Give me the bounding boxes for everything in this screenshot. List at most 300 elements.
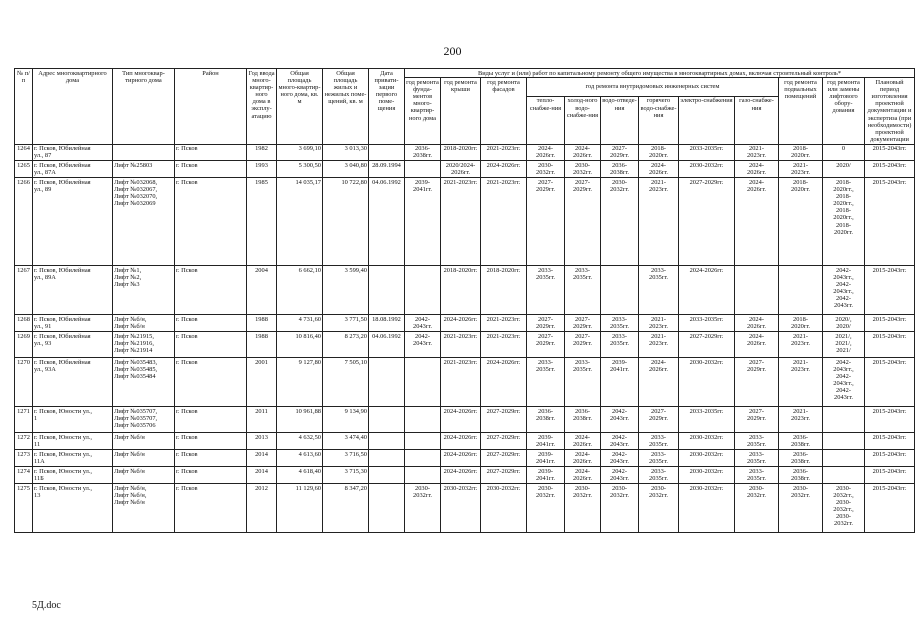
cell-house-type-line: Лифт №035706: [114, 421, 156, 429]
cell-foundation-line: 2038гг.: [413, 152, 432, 160]
cell-elevator: [823, 266, 865, 315]
cell-elevator-line: 2021/,: [835, 332, 852, 340]
cell-heat-line: 2030-: [538, 161, 553, 169]
cell-hot-water-line: 2023гг.: [649, 339, 668, 347]
cell-facade-line: 2021-2023гг.: [486, 315, 521, 323]
cell-basement-line: 2038гг.: [791, 440, 810, 448]
cell-privatization-date: 28.09.1994: [369, 161, 405, 178]
cell-total-area: 3 699,10: [277, 144, 323, 160]
cell-gas-line: 2035гг.: [747, 440, 766, 448]
cell-basement: [779, 484, 823, 533]
cell-electric: [679, 484, 735, 533]
cell-num: 1266: [15, 178, 33, 266]
cell-gas: [735, 266, 779, 315]
cell-basement-line: 2023гг.: [791, 339, 810, 347]
cell-address-line: ул., 89: [34, 185, 52, 193]
cell-heat: [527, 467, 565, 484]
cell-gas: [735, 433, 779, 450]
cell-roof-line: 2024-2026гг.: [443, 315, 478, 323]
cell-electric-line: 2033-2035гг.: [689, 145, 724, 153]
cell-facade-line: 2024-2026гг.: [486, 358, 521, 366]
cell-roof-line: 2024-2026гг.: [443, 433, 478, 441]
cell-elevator: [823, 358, 865, 407]
cell-district: г. Псков: [175, 358, 247, 407]
cell-heat-line: 2039-: [538, 467, 553, 475]
cell-basement-line: 2021-: [793, 407, 808, 415]
cell-gas-line: 2024-: [749, 161, 764, 169]
cell-year: 2011: [247, 407, 277, 433]
cell-heat-line: 2041гг.: [536, 474, 555, 482]
cell-cold-water: [565, 332, 601, 358]
table-row: [15, 407, 915, 433]
cell-basement: [779, 407, 823, 433]
cell-heat-line: 2030-: [538, 484, 553, 492]
cell-house-type-line: Лифт №б/н,: [114, 484, 147, 492]
cell-cold-water-line: 2032гг.: [573, 491, 592, 499]
cell-cold-water-line: 2030-: [575, 484, 590, 492]
cell-elevator-line: 2020гг.: [834, 228, 853, 236]
cell-facade: [481, 484, 527, 533]
cell-drainage-line: 2033-: [612, 315, 627, 323]
header-privatization: Дата привати-зации первого поме-щения: [369, 69, 405, 145]
cell-basement-line: 2036-: [793, 450, 808, 458]
cell-electric-line: 2030-2032гг.: [689, 433, 724, 441]
cell-district: г. Псков: [175, 315, 247, 332]
cell-district: г. Псков: [175, 467, 247, 484]
table-row: [15, 433, 915, 450]
cell-basement-line: 2018-: [793, 145, 808, 153]
cell-cold-water-line: 2035гг.: [573, 365, 592, 373]
cell-privatization-date: [369, 484, 405, 533]
cell-address: [33, 178, 113, 266]
cell-heat: [527, 450, 565, 467]
cell-foundation-line: 2043гг.: [413, 339, 432, 347]
cell-cold-water: [565, 161, 601, 178]
cell-elevator-line: 2043гг.,: [833, 380, 854, 388]
cell-drainage: [601, 433, 639, 450]
cell-living-area: 3 013,30: [323, 144, 369, 160]
cell-house-type: [113, 332, 175, 358]
header-year: Год ввода много-квартир-ного дома в эксплу-атацию: [247, 69, 277, 145]
cell-gas-line: 2033-: [749, 467, 764, 475]
cell-basement: [779, 358, 823, 407]
cell-house-type-line: Лифт №035485,: [114, 365, 158, 373]
cell-planned: [865, 315, 915, 332]
cell-elevator-line: 2030-: [836, 484, 851, 492]
cell-house-type: [113, 450, 175, 467]
cell-cold-water: [565, 144, 601, 160]
cell-drainage: [601, 467, 639, 484]
cell-num: 1272: [15, 433, 33, 450]
cell-planned-line: 2015-2043гг.: [872, 161, 907, 169]
header-foundation: год ремонта фунда-ментов много-квартир-ного дома: [405, 78, 441, 145]
cell-drainage-line: 2043гг.: [610, 440, 629, 448]
cell-heat: [527, 358, 565, 407]
cell-electric-line: 2033-2035гг.: [689, 315, 724, 323]
cell-total-area: 4 618,40: [277, 467, 323, 484]
cell-elevator-line: 2042-: [836, 387, 851, 395]
cell-electric-line: 2030-2032гг.: [689, 161, 724, 169]
cell-roof: [441, 433, 481, 450]
cell-address: [33, 315, 113, 332]
cell-elevator-line: 2032гг.: [834, 520, 853, 528]
cell-heat-line: 2039-: [538, 450, 553, 458]
cell-electric: [679, 332, 735, 358]
cell-gas-line: 2035гг.: [747, 457, 766, 465]
cell-electric: [679, 315, 735, 332]
cell-gas-line: 2024-: [749, 178, 764, 186]
cell-planned: [865, 266, 915, 315]
cell-elevator-line: 2043гг.,: [833, 365, 854, 373]
cell-address-line: ул., 87А: [34, 168, 56, 176]
cell-address-line: г. Псков, Юбилейная: [34, 332, 91, 340]
cell-total-area: 9 127,80: [277, 358, 323, 407]
cell-privatization-date: [369, 358, 405, 407]
cell-basement: [779, 467, 823, 484]
cell-hot-water-line: 2021-: [651, 332, 666, 340]
cell-electric-line: 2024-2026гг.: [689, 266, 724, 274]
cell-drainage: [601, 144, 639, 160]
cell-heat: [527, 407, 565, 433]
cell-hot-water-line: 2035гг.: [649, 474, 668, 482]
cell-electric-line: 2027-2029гг.: [689, 178, 724, 186]
cell-house-type-line: Лифт №б/н: [114, 433, 145, 441]
cell-electric-line: 2030-2032гг.: [689, 484, 724, 492]
cell-address-line: г. Псков, Юности ул.,: [34, 433, 93, 441]
cell-cold-water-line: 2029гг.: [573, 185, 592, 193]
cell-roof: [441, 266, 481, 315]
cell-hot-water-line: 2024-: [651, 358, 666, 366]
cell-living-area: 3 715,30: [323, 467, 369, 484]
cell-hot-water-line: 2026гг.: [649, 365, 668, 373]
cell-cold-water-line: 2029гг.: [573, 322, 592, 330]
header-basement: год ремонта подвальных помещений: [779, 78, 823, 145]
cell-planned: [865, 178, 915, 266]
cell-basement-line: 2021-: [793, 161, 808, 169]
cell-heat-line: 2032гг.: [536, 491, 555, 499]
cell-elevator-line: 2020гг.,: [833, 185, 854, 193]
cell-heat-line: 2026гг.: [536, 152, 555, 160]
cell-facade: [481, 315, 527, 332]
cell-roof: [441, 315, 481, 332]
cell-house-type-line: Лифт №035484: [114, 372, 156, 380]
cell-address-line: 11: [34, 440, 41, 448]
cell-foundation-line: 2042-: [415, 315, 430, 323]
cell-elevator-line: 2018-: [836, 178, 851, 186]
cell-address-line: ул., 91: [34, 322, 52, 330]
cell-planned-line: 2015-2043гг.: [872, 332, 907, 340]
cell-electric-line: 2030-2032гг.: [689, 358, 724, 366]
cell-year: 2012: [247, 484, 277, 533]
cell-planned: [865, 450, 915, 467]
cell-address-line: г. Псков, Юности ул.,: [34, 484, 93, 492]
cell-address-line: г. Псков, Юбилейная: [34, 145, 91, 153]
cell-heat: [527, 484, 565, 533]
cell-gas-line: 2027-: [749, 358, 764, 366]
cell-drainage: [601, 266, 639, 315]
cell-elevator-line: 2021/: [836, 346, 851, 354]
cell-house-type-line: Лифт №032068,: [114, 178, 158, 186]
cell-cold-water: [565, 315, 601, 332]
cell-gas: [735, 450, 779, 467]
cell-district: г. Псков: [175, 266, 247, 315]
cell-district: г. Псков: [175, 161, 247, 178]
cell-planned: [865, 358, 915, 407]
cell-house-type-line: Лифт №035707,: [114, 414, 158, 422]
cell-district: г. Псков: [175, 484, 247, 533]
cell-hot-water: [639, 467, 679, 484]
table-row: [15, 467, 915, 484]
cell-num: 1275: [15, 484, 33, 533]
cell-district: г. Псков: [175, 178, 247, 266]
cell-privatization-date: [369, 433, 405, 450]
cell-basement-line: 2036-: [793, 467, 808, 475]
cell-electric: [679, 358, 735, 407]
cell-living-area: 7 505,10: [323, 358, 369, 407]
cell-drainage-line: 2043гг.: [610, 457, 629, 465]
cell-cold-water-line: 2026гг.: [573, 440, 592, 448]
cell-address-line: 11А: [34, 457, 45, 465]
cell-basement: [779, 332, 823, 358]
cell-house-type-line: Лифт №21914: [114, 346, 153, 354]
cell-facade-line: 2027-2029гг.: [486, 467, 521, 475]
cell-heat-line: 2036-: [538, 407, 553, 415]
cell-hot-water: [639, 144, 679, 160]
cell-drainage: [601, 161, 639, 178]
cell-num: 1274: [15, 467, 33, 484]
cell-drainage-line: 2043гг.: [610, 414, 629, 422]
cell-gas-line: 2026гг.: [747, 339, 766, 347]
cell-house-type-line: Лифт №б/н,: [114, 491, 147, 499]
cell-heat: [527, 433, 565, 450]
cell-drainage-line: 2035гг.: [610, 322, 629, 330]
cell-hot-water-line: 2018-: [651, 145, 666, 153]
header-drainage: водо-отведе-ния: [601, 96, 639, 144]
cell-total-area: 6 662,10: [277, 266, 323, 315]
cell-gas: [735, 332, 779, 358]
cell-facade: [481, 332, 527, 358]
cell-house-type: [113, 358, 175, 407]
cell-gas: [735, 161, 779, 178]
cell-hot-water-line: 2035гг.: [649, 457, 668, 465]
cell-roof-line: 2024-2026гг.: [443, 467, 478, 475]
cell-year: 1988: [247, 332, 277, 358]
cell-drainage: [601, 407, 639, 433]
cell-hot-water: [639, 450, 679, 467]
header-total-area: Общая площадь много-квартир-ного дома, кв. м: [277, 69, 323, 145]
capital-repair-table: [14, 68, 915, 533]
cell-year: 2004: [247, 266, 277, 315]
cell-roof-line: 2021-2023гг.: [443, 178, 478, 186]
cell-hot-water-line: 2021-: [651, 178, 666, 186]
cell-address-line: г. Псков, Юности ул.,: [34, 407, 93, 415]
cell-foundation-line: 2041гг.: [413, 185, 432, 193]
cell-district: г. Псков: [175, 433, 247, 450]
header-address: Адрес многоквартирного дома: [33, 69, 113, 145]
cell-gas: [735, 358, 779, 407]
cell-drainage-line: 2038гг.: [610, 168, 629, 176]
cell-basement-line: 2018-: [793, 178, 808, 186]
header-cold-water: холод-ного водо-снабже-ния: [565, 96, 601, 144]
cell-basement-line: 2038гг.: [791, 457, 810, 465]
cell-elevator-line: 2020гг.,: [833, 214, 854, 222]
table-row: [15, 332, 915, 358]
cell-planned: [865, 144, 915, 160]
cell-roof-line: 2020/2024-: [445, 161, 476, 169]
cell-cold-water: [565, 450, 601, 467]
cell-hot-water-line: 2029гг.: [649, 414, 668, 422]
cell-address-line: ул., 89А: [34, 273, 56, 281]
cell-cold-water: [565, 266, 601, 315]
cell-cold-water-line: 2033-: [575, 358, 590, 366]
cell-heat-line: 2029гг.: [536, 185, 555, 193]
cell-address: [33, 450, 113, 467]
cell-address-line: 11Б: [34, 474, 44, 482]
cell-facade: [481, 433, 527, 450]
cell-facade-line: 2021-2023гг.: [486, 332, 521, 340]
cell-roof: [441, 161, 481, 178]
cell-elevator-line: 2042-: [836, 358, 851, 366]
cell-roof: [441, 332, 481, 358]
cell-gas: [735, 467, 779, 484]
cell-gas-line: 2026гг.: [747, 185, 766, 193]
header-facade: год ремонта фасадов: [481, 78, 527, 145]
cell-district: г. Псков: [175, 407, 247, 433]
cell-privatization-date: [369, 266, 405, 315]
cell-total-area: 4 632,50: [277, 433, 323, 450]
cell-house-type: [113, 433, 175, 450]
cell-drainage-line: 2033-: [612, 332, 627, 340]
cell-cold-water-line: 2024-: [575, 467, 590, 475]
cell-basement: [779, 178, 823, 266]
cell-facade: [481, 144, 527, 160]
cell-house-type-line: Лифт №032070,: [114, 192, 158, 200]
cell-basement: [779, 161, 823, 178]
cell-hot-water-line: 2030-: [651, 484, 666, 492]
header-num: № п/п: [15, 69, 33, 145]
cell-basement-line: 2021-: [793, 358, 808, 366]
cell-roof-line: 2021-2023гг.: [443, 358, 478, 366]
table-row: [15, 266, 915, 315]
table-body: [15, 144, 915, 532]
cell-hot-water-line: 2026гг.: [649, 168, 668, 176]
cell-gas-line: 2024-: [749, 315, 764, 323]
cell-cold-water: [565, 407, 601, 433]
cell-heat: [527, 161, 565, 178]
cell-hot-water: [639, 315, 679, 332]
page-number: 200: [443, 44, 462, 58]
cell-planned-line: 2015-2043гг.: [872, 484, 907, 492]
cell-planned-line: 2015-2043гг.: [872, 266, 907, 274]
cell-drainage-line: 2039-: [612, 358, 627, 366]
cell-foundation: [405, 484, 441, 533]
cell-hot-water-line: 2033-: [651, 433, 666, 441]
cell-basement: [779, 450, 823, 467]
cell-basement-line: 2020гг.: [791, 185, 810, 193]
header-roof: год ремонта крыши: [441, 78, 481, 145]
cell-gas-line: 2029гг.: [747, 414, 766, 422]
cell-address-line: г. Псков, Юности ул.,: [34, 467, 93, 475]
cell-address: [33, 358, 113, 407]
cell-elevator: [823, 332, 865, 358]
cell-house-type: [113, 161, 175, 178]
cell-basement-line: 2030-: [793, 484, 808, 492]
cell-year: 2001: [247, 358, 277, 407]
cell-electric: [679, 467, 735, 484]
cell-address: [33, 266, 113, 315]
cell-electric: [679, 433, 735, 450]
cell-num: 1265: [15, 161, 33, 178]
cell-facade-line: 2027-2029гг.: [486, 407, 521, 415]
cell-hot-water-line: 2033-: [651, 467, 666, 475]
cell-roof-line: 2030-2032гг.: [443, 484, 478, 492]
cell-elevator-line: 2018-: [836, 192, 851, 200]
cell-heat-line: 2027-: [538, 315, 553, 323]
cell-total-area: 4 731,60: [277, 315, 323, 332]
cell-house-type-line: Лифт №б/н: [114, 498, 145, 506]
cell-elevator: [823, 450, 865, 467]
cell-heat-line: 2029гг.: [536, 339, 555, 347]
header-heat: тепло-снабже-ния: [527, 96, 565, 144]
cell-planned: [865, 484, 915, 533]
cell-planned: [865, 161, 915, 178]
cell-basement-line: 2020гг.: [791, 322, 810, 330]
cell-foundation: [405, 161, 441, 178]
header-systems-group: год ремонта внутридомовых инженерных систем: [527, 78, 779, 97]
cell-drainage-line: 2036-: [612, 161, 627, 169]
cell-roof: [441, 407, 481, 433]
cell-hot-water: [639, 484, 679, 533]
cell-num: 1267: [15, 266, 33, 315]
cell-roof: [441, 450, 481, 467]
cell-roof: [441, 144, 481, 160]
cell-house-type-line: Лифт №б/н,: [114, 315, 147, 323]
cell-hot-water-line: 2023гг.: [649, 322, 668, 330]
cell-elevator: [823, 161, 865, 178]
cell-foundation: [405, 450, 441, 467]
cell-num: 1271: [15, 407, 33, 433]
cell-cold-water-line: 2024-: [575, 450, 590, 458]
cell-num: 1273: [15, 450, 33, 467]
cell-drainage-line: 2029гг.: [610, 152, 629, 160]
cell-elevator-line: 2042-: [836, 266, 851, 274]
cell-hot-water-line: 2020гг.: [649, 152, 668, 160]
cell-elevator-line: 2043гг.: [834, 302, 853, 310]
cell-foundation: [405, 358, 441, 407]
cell-privatization-date: 04.06.1992: [369, 178, 405, 266]
cell-elevator-line: 2021/,: [835, 339, 852, 347]
cell-facade-line: 2021-2023гг.: [486, 145, 521, 153]
cell-hot-water-line: 2033-: [651, 266, 666, 274]
footer-filename: 5Д.doc: [32, 600, 61, 611]
cell-basement: [779, 433, 823, 450]
cell-total-area: 10 961,88: [277, 407, 323, 433]
cell-house-type: [113, 266, 175, 315]
cell-year: 1985: [247, 178, 277, 266]
cell-hot-water-line: 2023гг.: [649, 185, 668, 193]
cell-facade: [481, 161, 527, 178]
table-row: [15, 450, 915, 467]
cell-heat-line: 2033-: [538, 266, 553, 274]
cell-elevator-line: 2020/: [836, 161, 851, 169]
cell-electric-line: 2033-2035гг.: [689, 407, 724, 415]
cell-hot-water-line: 2035гг.: [649, 273, 668, 281]
cell-cold-water: [565, 467, 601, 484]
cell-cold-water-line: 2032гг.: [573, 168, 592, 176]
header-hot-water: горячего водо-снабже-ния: [639, 96, 679, 144]
cell-roof-line: 2026гг.: [451, 168, 470, 176]
cell-cold-water-line: 2038гг.: [573, 414, 592, 422]
